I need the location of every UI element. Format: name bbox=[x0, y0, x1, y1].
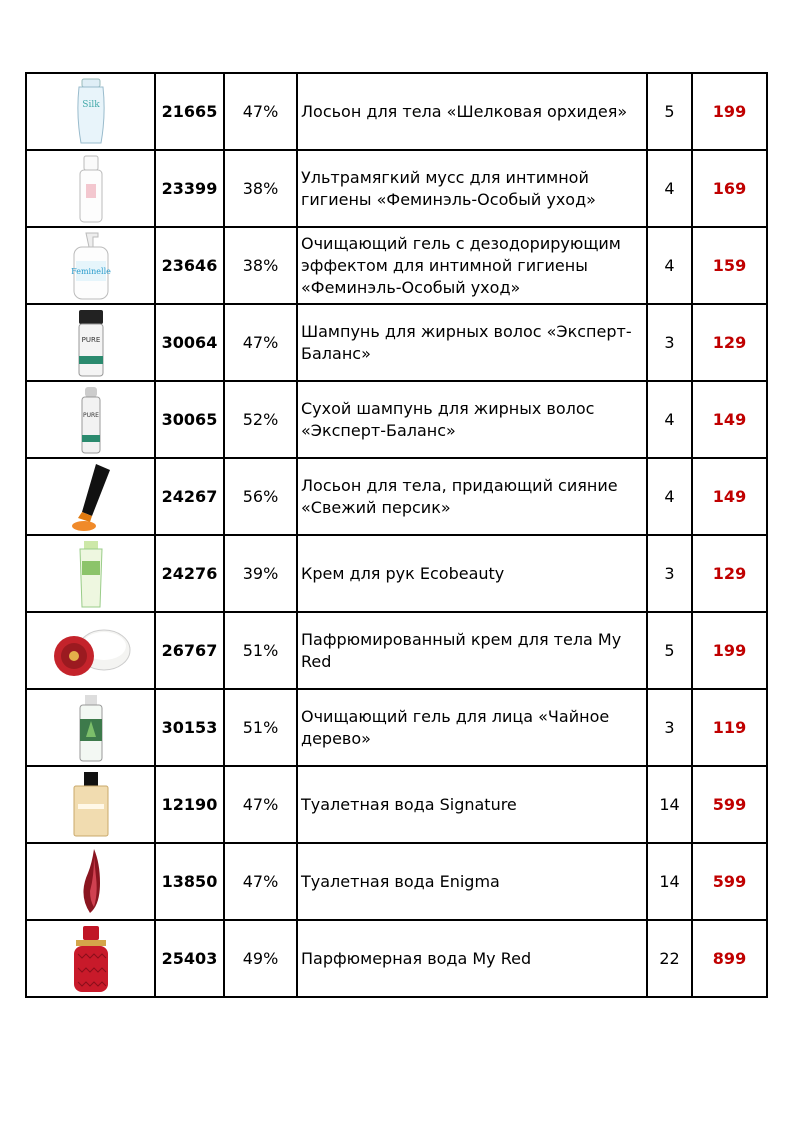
product-price: 149 bbox=[692, 381, 767, 458]
product-points: 4 bbox=[647, 150, 692, 227]
product-image-cell bbox=[26, 766, 155, 843]
product-price: 119 bbox=[692, 689, 767, 766]
product-discount: 56% bbox=[224, 458, 297, 535]
product-image-cell bbox=[26, 689, 155, 766]
product-code: 24276 bbox=[155, 535, 224, 612]
spray-can-icon bbox=[46, 385, 136, 455]
product-discount: 39% bbox=[224, 535, 297, 612]
product-points: 3 bbox=[647, 689, 692, 766]
product-code: 23399 bbox=[155, 150, 224, 227]
tube-icon bbox=[46, 462, 136, 532]
product-points: 22 bbox=[647, 920, 692, 997]
table-row-12190 bbox=[26, 766, 767, 843]
table-row-21665 bbox=[26, 73, 767, 150]
product-code: 23646 bbox=[155, 227, 224, 304]
product-code: 26767 bbox=[155, 612, 224, 689]
product-name: Ультрамягкий мусс для интимной гигиены «Феминэль-Особый уход» bbox=[297, 150, 647, 227]
product-code: 30065 bbox=[155, 381, 224, 458]
product-name: Пафрюмированный крем для тела My Red bbox=[297, 612, 647, 689]
product-code: 24267 bbox=[155, 458, 224, 535]
product-price: 129 bbox=[692, 304, 767, 381]
product-price: 129 bbox=[692, 535, 767, 612]
product-points: 3 bbox=[647, 304, 692, 381]
product-name: Шампунь для жирных волос «Эксперт-Баланс» bbox=[297, 304, 647, 381]
cream-jar-icon bbox=[46, 616, 136, 686]
product-discount: 51% bbox=[224, 689, 297, 766]
product-image-cell bbox=[26, 612, 155, 689]
table-row-25403 bbox=[26, 920, 767, 997]
product-name: Крем для рук Ecobeauty bbox=[297, 535, 647, 612]
svg-text:PURE: PURE bbox=[82, 411, 99, 419]
product-price: 599 bbox=[692, 843, 767, 920]
table-row-26767 bbox=[26, 612, 767, 689]
product-price: 899 bbox=[692, 920, 767, 997]
product-discount: 38% bbox=[224, 150, 297, 227]
product-image-cell bbox=[26, 73, 155, 150]
product-price: 169 bbox=[692, 150, 767, 227]
product-price: 199 bbox=[692, 612, 767, 689]
product-price: 199 bbox=[692, 73, 767, 150]
product-code: 13850 bbox=[155, 843, 224, 920]
product-price: 149 bbox=[692, 458, 767, 535]
product-points: 4 bbox=[647, 227, 692, 304]
lotion-bottle-icon bbox=[46, 77, 136, 147]
product-name: Лосьон для тела «Шелковая орхидея» bbox=[297, 73, 647, 150]
mousse-bottle-icon bbox=[46, 154, 136, 224]
product-points: 4 bbox=[647, 458, 692, 535]
product-points: 5 bbox=[647, 73, 692, 150]
product-points: 14 bbox=[647, 766, 692, 843]
product-table bbox=[25, 72, 768, 998]
product-points: 3 bbox=[647, 535, 692, 612]
product-discount: 47% bbox=[224, 304, 297, 381]
product-image-cell bbox=[26, 458, 155, 535]
product-image-cell bbox=[26, 381, 155, 458]
product-code: 25403 bbox=[155, 920, 224, 997]
product-name: Очищающий гель для лица «Чайное дерево» bbox=[297, 689, 647, 766]
product-name: Лосьон для тела, придающий сияние «Свежий персик» bbox=[297, 458, 647, 535]
product-points: 4 bbox=[647, 381, 692, 458]
product-discount: 47% bbox=[224, 843, 297, 920]
product-image-cell bbox=[26, 843, 155, 920]
product-code: 12190 bbox=[155, 766, 224, 843]
product-code: 30153 bbox=[155, 689, 224, 766]
table-row-24267 bbox=[26, 458, 767, 535]
table-row-30153 bbox=[26, 689, 767, 766]
product-discount: 51% bbox=[224, 612, 297, 689]
pump-bottle-icon bbox=[46, 231, 136, 301]
table-row-23646 bbox=[26, 227, 767, 304]
perfume-drop-icon bbox=[46, 847, 136, 917]
product-discount: 49% bbox=[224, 920, 297, 997]
perfume-square-icon bbox=[46, 770, 136, 840]
table-row-30064 bbox=[26, 304, 767, 381]
product-discount: 47% bbox=[224, 766, 297, 843]
product-image-cell bbox=[26, 535, 155, 612]
table-row-23399 bbox=[26, 150, 767, 227]
svg-text:Silk: Silk bbox=[81, 99, 100, 110]
product-code: 30064 bbox=[155, 304, 224, 381]
shampoo-bottle-icon bbox=[46, 308, 136, 378]
product-name: Туалетная вода Signature bbox=[297, 766, 647, 843]
table-row-30065 bbox=[26, 381, 767, 458]
product-image-cell bbox=[26, 920, 155, 997]
gel-bottle-icon bbox=[46, 693, 136, 763]
product-code: 21665 bbox=[155, 73, 224, 150]
product-price: 599 bbox=[692, 766, 767, 843]
svg-text:Feminelle: Feminelle bbox=[70, 266, 111, 276]
table-row-13850 bbox=[26, 843, 767, 920]
product-image-cell bbox=[26, 227, 155, 304]
product-discount: 38% bbox=[224, 227, 297, 304]
product-discount: 47% bbox=[224, 73, 297, 150]
product-name: Парфюмерная вода My Red bbox=[297, 920, 647, 997]
hand-cream-tube-icon bbox=[46, 539, 136, 609]
product-name: Туалетная вода Enigma bbox=[297, 843, 647, 920]
svg-text:PURE: PURE bbox=[81, 335, 100, 344]
product-name: Сухой шампунь для жирных волос «Эксперт-Баланс» bbox=[297, 381, 647, 458]
product-name: Очищающий гель с дезодорирующим эффектом для интимной гигиены «Феминэль-Особый уход» bbox=[297, 227, 647, 304]
product-points: 14 bbox=[647, 843, 692, 920]
perfume-red-icon bbox=[46, 924, 136, 994]
product-image-cell bbox=[26, 304, 155, 381]
product-image-cell bbox=[26, 150, 155, 227]
product-points: 5 bbox=[647, 612, 692, 689]
table-row-24276 bbox=[26, 535, 767, 612]
product-discount: 52% bbox=[224, 381, 297, 458]
product-price: 159 bbox=[692, 227, 767, 304]
